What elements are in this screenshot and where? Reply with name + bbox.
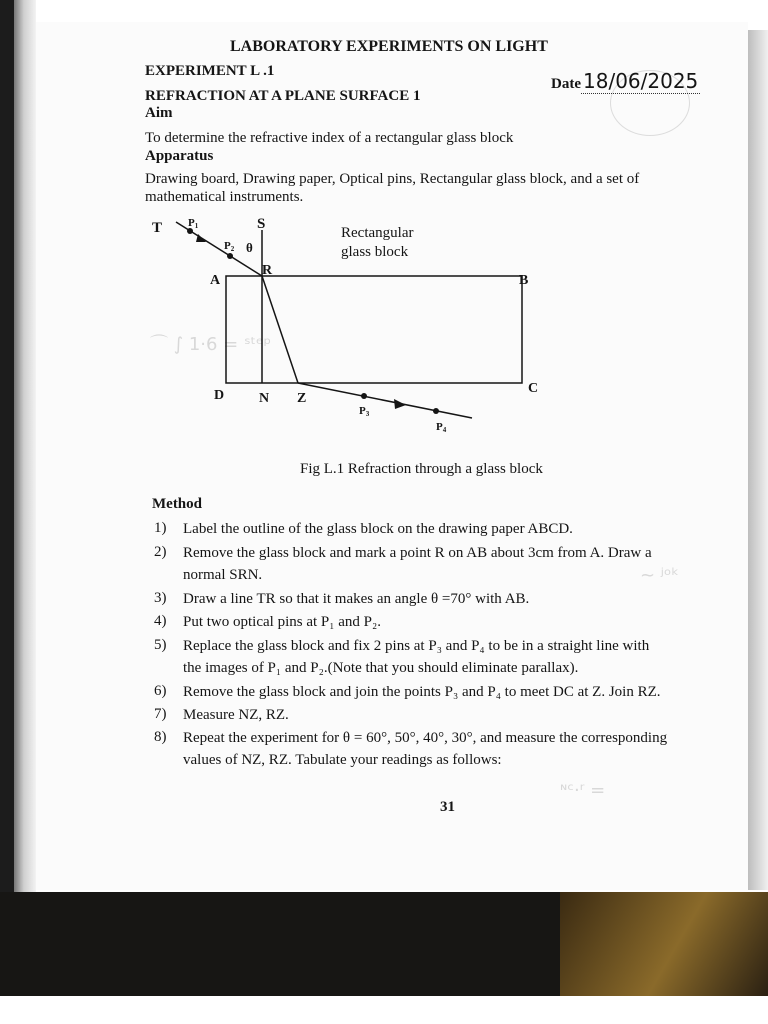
label-d: D <box>214 388 225 403</box>
apparatus-heading: Apparatus <box>145 148 214 164</box>
step-text: Label the outline of the glass block on the drawing paper ABCD. <box>183 521 573 537</box>
step-number: 8) <box>154 729 167 745</box>
experiment-number: EXPERIMENT L .1 <box>145 63 275 79</box>
step-text: Replace the glass block and fix 2 pins at P₃ and P₄ to be in a straight line with <box>183 638 650 654</box>
step-number: 4) <box>154 613 167 629</box>
page-title: LABORATORY EXPERIMENTS ON LIGHT <box>230 38 548 55</box>
aim-heading: Aim <box>145 105 173 121</box>
experiment-subtitle: REFRACTION AT A PLANE SURFACE 1 <box>145 88 421 104</box>
step-number: 1) <box>154 520 167 536</box>
label-a: A <box>210 273 221 288</box>
step-number: 5) <box>154 637 167 653</box>
bleed-through-handwriting-3: ᶰᶜ·ʳ = <box>560 780 606 801</box>
refracted-ray-rz <box>262 276 298 383</box>
label-theta: θ <box>246 240 253 255</box>
label-s: S <box>257 216 266 232</box>
block-label-line-2: glass block <box>341 244 409 260</box>
label-p4: P4 <box>436 421 447 434</box>
step-text: Remove the glass block and mark a point R on AB about 3cm from A. Draw a <box>183 545 652 561</box>
label-b: B <box>519 273 529 288</box>
bleed-through-handwriting: ⌒ ∫ 1·6 = ˢᵗᵉᵖ <box>150 334 272 355</box>
bleed-through-handwriting-2: ~ ʲᵒᵏ <box>640 565 680 586</box>
bottom-margin <box>0 996 768 1024</box>
pin-p3 <box>361 393 367 399</box>
glass-block-outline <box>226 276 522 383</box>
pin-p4 <box>433 408 439 414</box>
label-p1: P1 <box>188 217 199 230</box>
figure-caption: Fig L.1 Refraction through a glass block <box>300 461 543 477</box>
step-number: 2) <box>154 544 167 560</box>
step-text-continued: normal SRN. <box>183 567 263 583</box>
label-n: N <box>259 391 270 406</box>
step-text: Measure NZ, RZ. <box>183 707 289 723</box>
label-p2: P2 <box>224 240 235 253</box>
date-label: Date <box>551 76 581 92</box>
step-text-continued: the images of P₁ and P₂.(Note that you should eliminate parallax). <box>183 660 579 676</box>
step-number: 3) <box>154 590 167 606</box>
apparatus-line-1: Drawing board, Drawing paper, Optical pins, Rectangular glass block, and a set of <box>145 171 640 187</box>
floor-tile <box>560 892 768 996</box>
step-text-continued: values of NZ, RZ. Tabulate your readings as follows: <box>183 752 502 768</box>
right-page-edge <box>748 30 768 890</box>
left-background <box>0 0 14 1024</box>
step-number: 6) <box>154 683 167 699</box>
label-t: T <box>152 220 163 236</box>
step-number: 7) <box>154 706 167 722</box>
apparatus-line-2: mathematical instruments. <box>145 189 304 205</box>
page-edge-shadow <box>14 0 36 900</box>
pin-p2 <box>227 253 233 259</box>
date-value: 18/06/2025 <box>583 69 699 93</box>
page-number: 31 <box>440 799 455 815</box>
step-text: Remove the glass block and join the points P₃ and P₄ to meet DC at Z. Join RZ. <box>183 684 661 700</box>
label-p3: P3 <box>359 405 370 418</box>
label-c: C <box>528 381 539 396</box>
emergent-ray <box>298 383 472 418</box>
block-label-line-1: Rectangular <box>341 225 414 241</box>
step-text: Repeat the experiment for θ = 60°, 50°, 40°, 30°, and measure the corresponding <box>183 730 668 746</box>
aim-text: To determine the refractive index of a rectangular glass block <box>145 130 514 146</box>
date-field <box>551 69 700 93</box>
step-text: Put two optical pins at P₁ and P₂. <box>183 614 381 630</box>
step-text: Draw a line TR so that it makes an angle θ =70° with AB. <box>183 591 530 607</box>
label-r: R <box>262 263 273 278</box>
method-heading: Method <box>152 496 202 512</box>
label-z: Z <box>297 391 307 406</box>
